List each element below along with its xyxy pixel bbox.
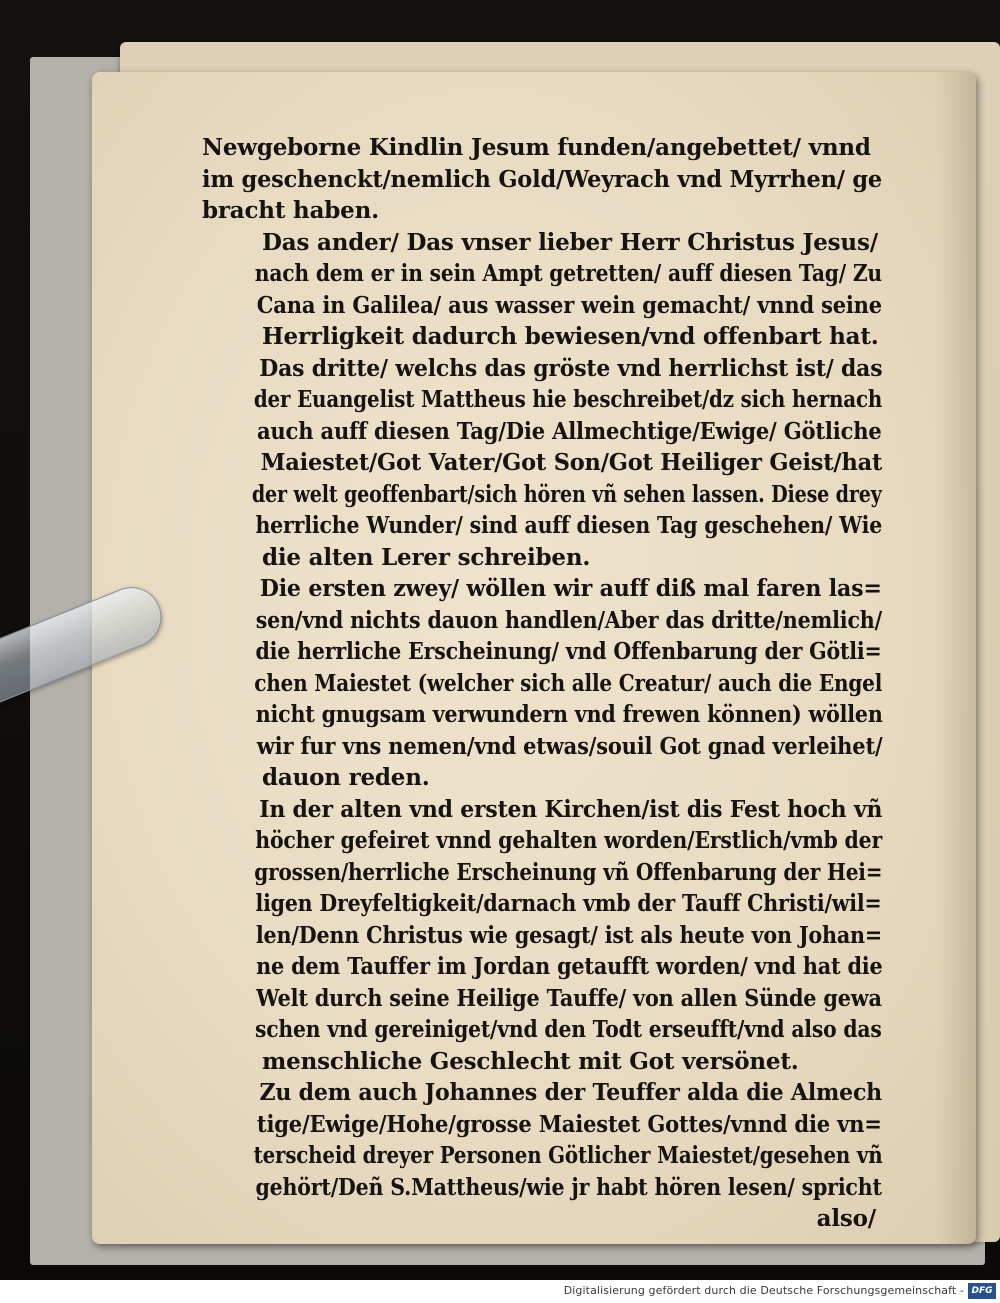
text-line: die herrliche Erscheinung/ vnd Offenbarung der Götli= <box>255 638 882 665</box>
dfg-logo-icon: DFG <box>968 1283 996 1299</box>
text-line: der Euangelist Mattheus hie beschreibet/dz sich hernach <box>253 386 883 413</box>
text-line: im geschenckt/nemlich Gold/Weyrach vnd Myrrhen/ ge <box>202 165 883 193</box>
text-line: Newgeborne Kindlin Jesum funden/angebettet/ vnnd <box>202 134 871 161</box>
text-line: menschliche Geschlecht mit Got versönet. <box>262 1047 799 1075</box>
text-line: sen/vnd nichts dauon handlen/Aber das dritte/nemlich/ <box>255 606 882 634</box>
text-line: chen Maiestet (welcher sich alle Creatur/ auch die Engel <box>254 669 883 697</box>
text-line: schen vnd gereiniget/vnd den Todt erseufft/vnd also das <box>254 1016 882 1043</box>
text-line: len/Denn Christus wie gesagt/ ist als heute von Johan= <box>255 921 883 949</box>
text-line: der welt geoffenbart/sich hören vñ sehen lassen. Diese drey <box>251 480 882 508</box>
text-line: In der alten vnd ersten Kirchen/ist dis Fest hoch vñ <box>259 795 883 823</box>
text-line: ligen Dreyfeltigkeit/darnach vmb der Tauff Christi/wil= <box>255 890 882 917</box>
funding-credit: Digitalisierung gefördert durch die Deutsche Forschungsgemeinschaft - <box>563 1284 964 1297</box>
gutter-shadow <box>936 72 976 1244</box>
text-line: tige/Ewige/Hohe/grosse Maiestet Gottes/vnnd die vn= <box>256 1110 882 1138</box>
text-line: Die ersten zwey/ wöllen wir auff diß mal faren las= <box>259 575 882 602</box>
digitization-footer <box>0 1280 1000 1303</box>
text-line: auch auff diesen Tag/Die Allmechtige/Ewige/ Götliche <box>256 417 882 445</box>
paragraph <box>202 794 882 1078</box>
page-text <box>202 132 882 1235</box>
text-line: Cana in Galilea/ aus wasser wein gemacht/ vnnd seine <box>256 291 882 319</box>
catchword: also/ <box>816 1205 876 1232</box>
text-line: höcher gefeiret vnnd gehalten worden/Erstlich/vmb der <box>255 827 883 854</box>
text-line: dauon reden. <box>262 764 430 791</box>
text-line: bracht haben. <box>202 197 379 224</box>
paragraph <box>202 227 882 353</box>
paragraph <box>202 132 882 227</box>
text-line: Zu dem auch Johannes der Teuffer alda die Almech <box>259 1079 883 1106</box>
text-line: wir fur vns nemen/vnd etwas/souil Got gnad verleihet/ <box>256 732 883 760</box>
text-line: grossen/herrliche Erscheinung vñ Offenbarung der Hei= <box>254 858 883 886</box>
paragraph <box>202 573 882 794</box>
paragraph <box>202 1077 882 1203</box>
text-line: gehört/Deñ S.Mattheus/wie jr habt hören lesen/ spricht <box>255 1173 882 1201</box>
text-line: ne dem Tauffer im Jordan getaufft worden/ vnd hat die <box>256 953 883 980</box>
text-line: nach dem er in sein Ampt getretten/ auff diesen Tag/ Zu <box>254 260 882 287</box>
text-line: Maiestet/Got Vater/Got Son/Got Heiliger Geist/hat <box>260 449 883 476</box>
text-line: terscheid dreyer Personen Götlicher Maiestet/gesehen vñ <box>253 1142 883 1169</box>
text-line: Herrligkeit dadurch bewiesen/vnd offenbart hat. <box>262 323 879 350</box>
text-line: die alten Lerer schreiben. <box>262 543 591 571</box>
book-page <box>92 72 976 1244</box>
text-line: Welt durch seine Heilige Tauffe/ von allen Sünde gewa <box>256 984 882 1012</box>
text-line: Das ander/ Das vnser lieber Herr Christus Jesus/ <box>262 228 878 256</box>
text-line: nicht gnugsam verwundern vnd frewen können) wöllen <box>255 701 883 728</box>
text-line: Das dritte/ welchs das gröste vnd herrlichst ist/ das <box>259 354 883 382</box>
text-line: herrliche Wunder/ sind auff diesen Tag geschehen/ Wie <box>255 512 883 539</box>
paragraph <box>202 353 882 574</box>
